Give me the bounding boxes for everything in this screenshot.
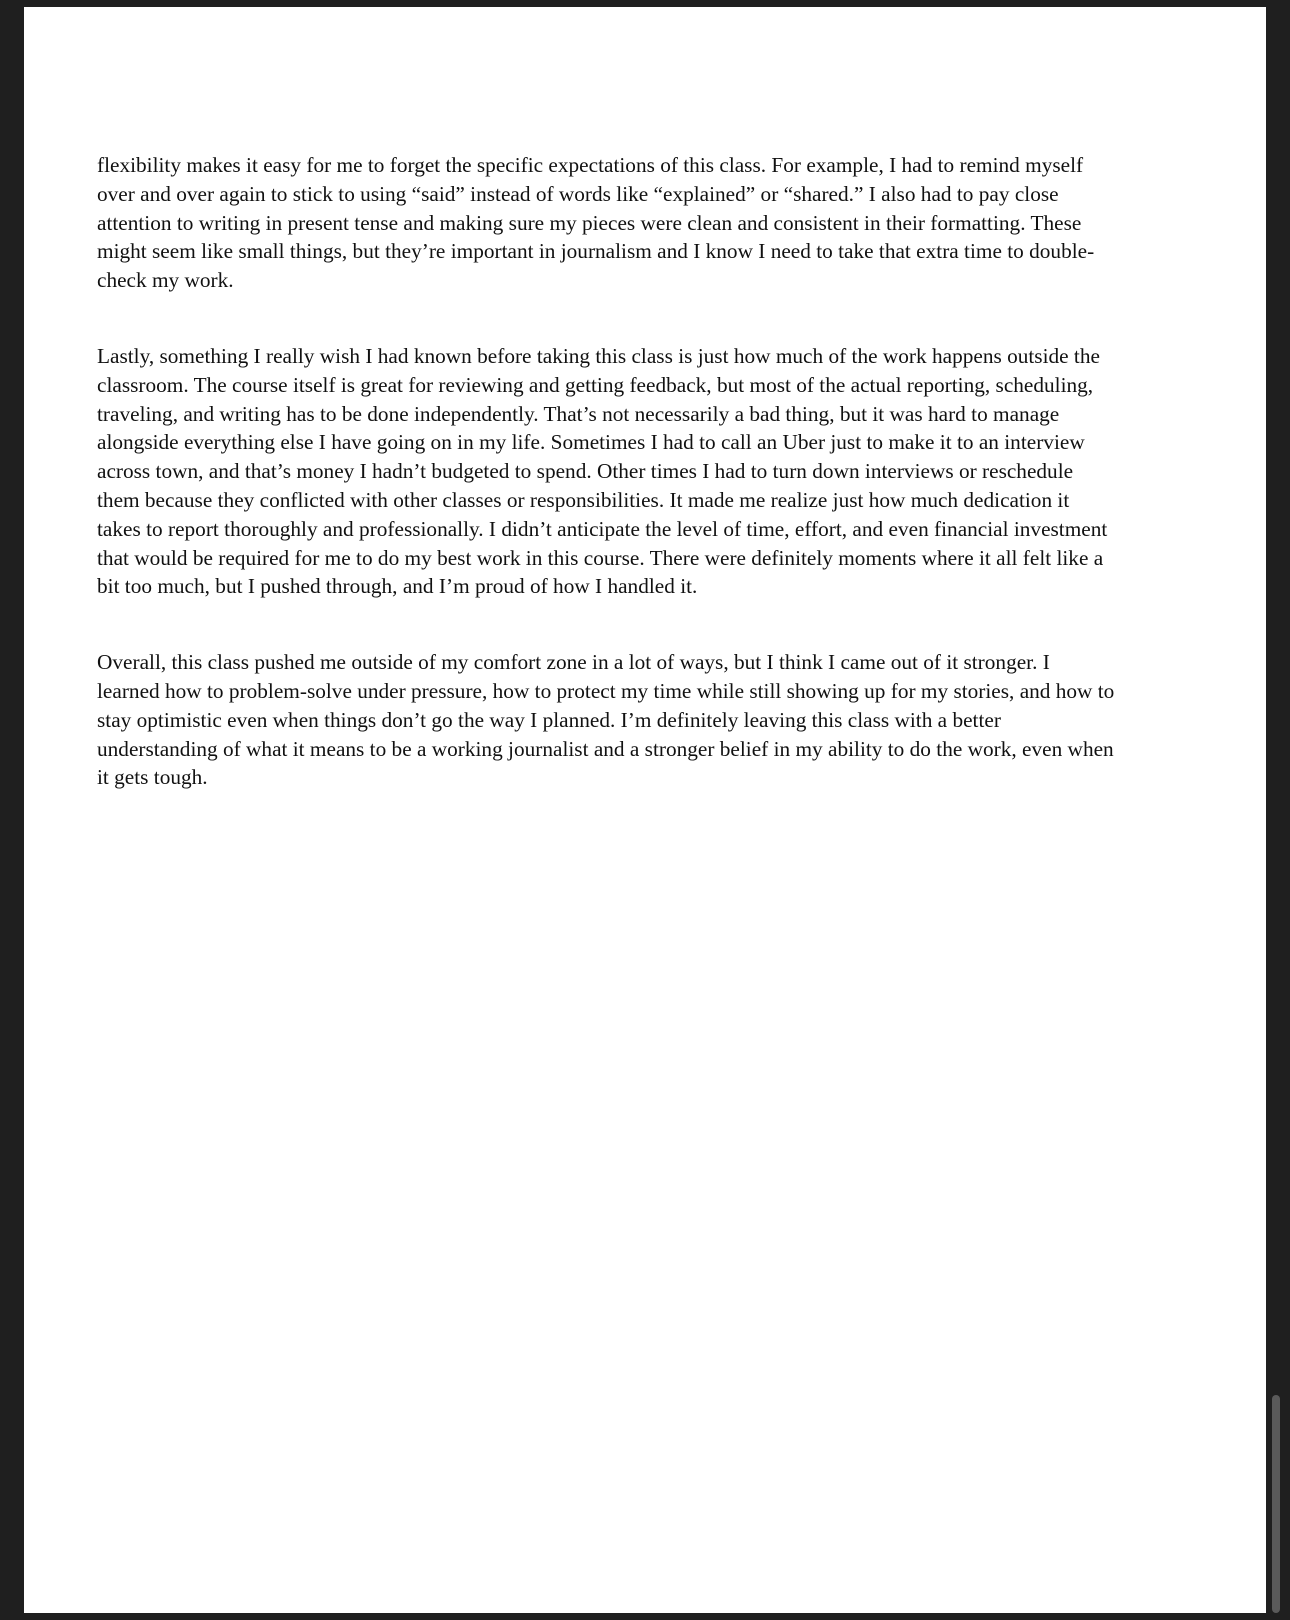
scrollbar-thumb[interactable]: [1272, 1395, 1280, 1613]
paragraph-formatting-expectations: flexibility makes it easy for me to forget the specific expectations of this class. For example, I had to remind myself over and over again to stick to using “said” instead of words like “explained” or “shared.” I also had to pay close attention to writing in present tense and making sure my pieces were clean and consistent in their formatting. These might seem like small things, but they’re important in journalism and I know I need to take that extra time to double-check my work.: [97, 153, 1095, 293]
paragraph-overall-reflection: Overall, this class pushed me outside of my comfort zone in a lot of ways, but I think I came out of it stronger. I learned how to problem-solve under pressure, how to protect my time while still showing up for my stories, and how to stay optimistic even when things don’t go the way I planned. I’m definitely leaving this class with a better understanding of what it means to be a working journalist and a stronger belief in my ability to do the work, even when it gets tough.: [97, 650, 1115, 790]
document-page: [24, 7, 1266, 1613]
vertical-scrollbar[interactable]: [1270, 7, 1280, 1613]
paragraph-work-outside-classroom: Lastly, something I really wish I had known before taking this class is just how much of the work happens outside the classroom. The course itself is great for reviewing and getting feedback, but most of the actual reporting, scheduling, traveling, and writing has to be done independently. That’s not necessarily a bad thing, but it was hard to manage alongside everything else I have going on in my life. Sometimes I had to call an Uber just to make it to an interview across town, and that’s money I hadn’t budgeted to spend. Other times I had to turn down interviews or reschedule them because they conflicted with other classes or responsibilities. It made me realize just how much dedication it takes to report thoroughly and professionally. I didn’t anticipate the level of time, effort, and even financial investment that would be required for me to do my best work in this course. There were definitely moments where it all felt like a bit too much, but I pushed through, and I’m proud of how I handled it.: [97, 343, 1108, 599]
